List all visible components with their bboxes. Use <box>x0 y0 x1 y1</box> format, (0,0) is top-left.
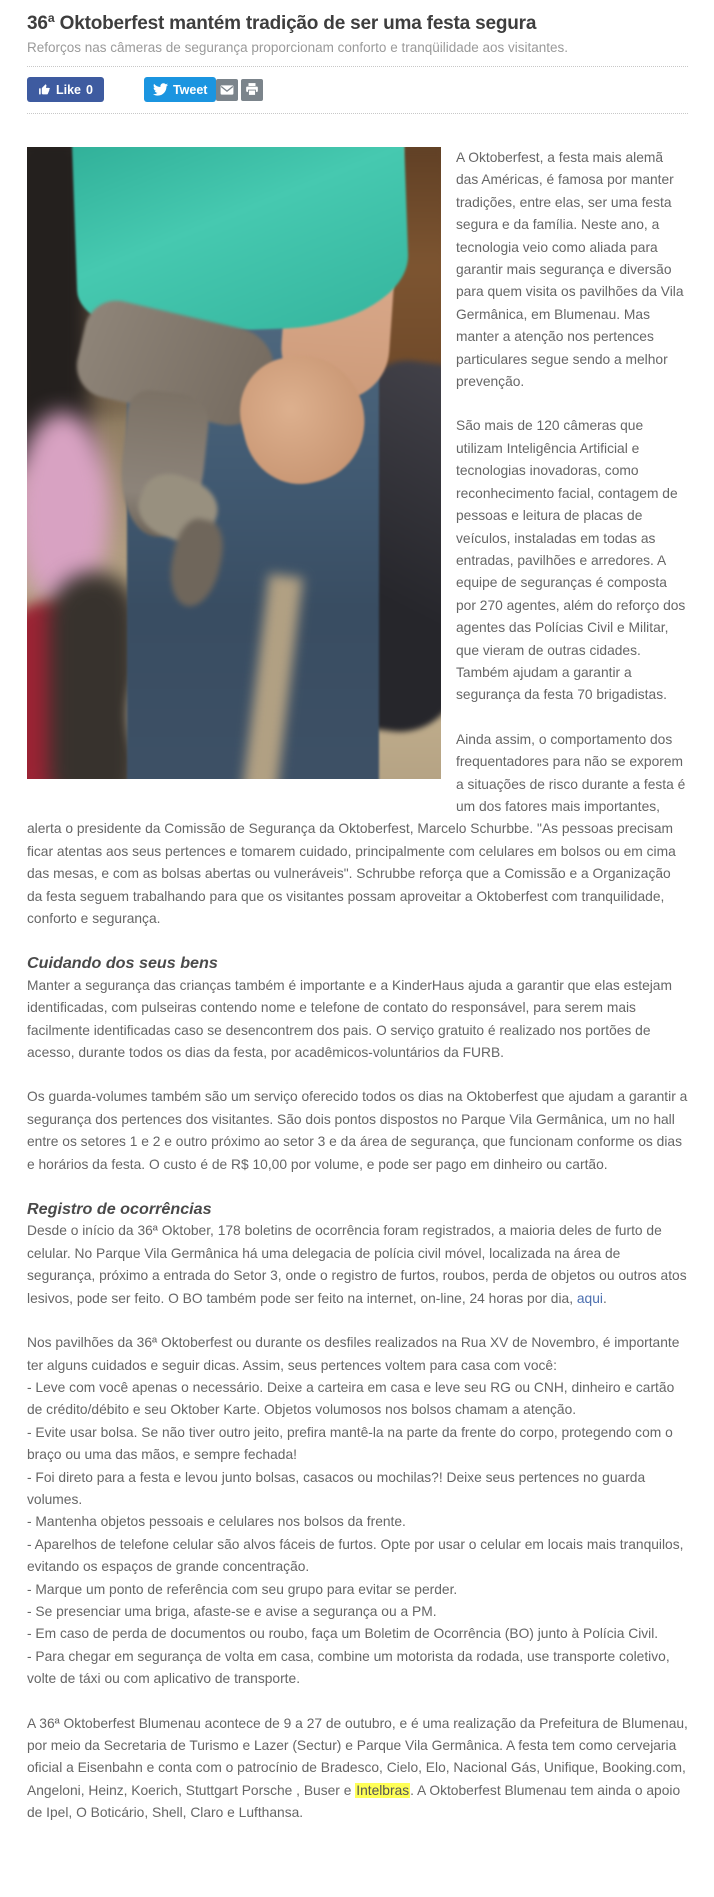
like-count: 0 <box>86 82 93 97</box>
paragraph: Ainda assim, o comportamento dos frequentadores para não se exporem a situações de risco durante a festa é um dos fatores mais importantes, alerta o presidente da Comissão de Segurança da Oktoberfest, Marcelo Schurbbe. "As pessoas precisam ficar atentas aos seus pertences e tomarem cuidado, principalmente com celulares em bolsos ou em cima das mesas, e com as bolsas abertas ou vulneráveis". Schrubbe reforça que a Comissão e a Organização da festa seguem trabalhando para que os visitantes possam aproveitar a Oktoberfest com tranquilidade, conforto e segurança. <box>27 731 686 926</box>
paragraph: Manter a segurança das crianças também é importante e a KinderHaus ajuda a garantir que elas estejam identificadas, com pulseiras contendo nome e telefone de contato do responsável, para serem mais facilmente identificadas caso se desencontrem dos pais. O serviço gratuito é realizado nos portões de acesso, durante todos os dias da festa, por acadêmicos-voluntários da FURB. <box>27 977 672 1061</box>
paragraph: A Oktoberfest, a festa mais alemã das Américas, é famosa por manter tradições, entre elas, ser uma festa segura e da família. Neste ano, a tecnologia veio como aliada para garantir mais segurança e diversão para quem visita os pavilhões da Vila Germânica, em Blumenau. Mas manter a atenção nos pertences particulares segue sendo a melhor prevenção. <box>456 150 684 390</box>
email-share-button[interactable] <box>216 79 238 101</box>
paragraph <box>27 1713 688 1825</box>
tip-line: - Se presenciar uma briga, afaste-se e avise a segurança ou a PM. <box>27 1603 437 1619</box>
paragraph <box>27 1220 688 1310</box>
social-share-bar <box>27 67 688 113</box>
tip-line: - Em caso de perda de documentos ou roubo, faça um Boletim de Ocorrência (BO) junto à Polícia Civil. <box>27 1626 659 1642</box>
paragraph-text: . A Oktoberfest Blumenau tem ainda o apoio de Ipel, O Boticário, Shell, Claro e Lufthansa. <box>27 1782 681 1821</box>
twitter-bird-icon <box>153 83 168 96</box>
tweet-button[interactable] <box>144 77 217 102</box>
tip-line: - Leve com você apenas o necessário. Deixe a carteira em casa e leve seu RG ou CNH, dinheiro e cartão de crédito/débito e seu Oktober Karte. Objetos volumosos nos bolsos chamam a atenção. <box>27 1379 675 1418</box>
section-title-ocorrencias: Registro de ocorrências <box>27 1200 212 1219</box>
page-subtitle: Reforços nas câmeras de segurança proporcionam conforto e tranqüilidade aos visitantes. <box>27 40 569 55</box>
tweet-label: Tweet <box>172 82 208 97</box>
paragraph: São mais de 120 câmeras que utilizam Inteligência Artificial e tecnologias inovadoras, como reconhecimento facial, contagem de pessoas e leitura de placas de veículos, instaladas em todas as entradas, pavilhões e arredores. A equipe de seguranças é composta por 270 agentes, além do reforço dos agentes das Polícias Civil e Militar, que vieram de outras cidades. Também ajudam a garantir a segurança da festa 70 brigadistas. <box>456 418 686 703</box>
article-body <box>27 147 688 1825</box>
tip-line: - Evite usar bolsa. Se não tiver outro jeito, prefira mantê-la na parte da frente do corpo, protegendo com o braço ou uma das mãos, e sempre fechada! <box>27 1424 673 1463</box>
section-title-bens: Cuidando dos seus bens <box>27 954 218 973</box>
divider <box>27 113 688 114</box>
envelope-icon <box>220 84 234 96</box>
like-label: Like <box>56 82 82 97</box>
photo-shape <box>49 572 139 779</box>
printer-icon <box>245 83 259 96</box>
facebook-like-button[interactable] <box>27 77 104 102</box>
sponsor-highlight: Intelbras <box>356 1782 410 1798</box>
tips-block <box>27 1332 688 1691</box>
tip-line: - Aparelhos de telefone celular são alvos fáceis de furtos. Opte por usar o celular em locais mais tranquilos, evitando os espaços de grande concentração. <box>27 1536 684 1575</box>
paragraph-text: . <box>602 1290 607 1306</box>
tip-line: - Foi direto para a festa e levou junto bolsas, casacos ou mochilas?! Deixe seus pertences no guarda volumes. <box>27 1469 646 1507</box>
paragraph-text: Desde o início da 36ª Oktober, 178 boletins de ocorrência foram registrados, a maioria deles de furto de celular. No Parque Vila Germânica há uma delegacia de polícia civil móvel, localizada na área de segurança, próximo a entrada do Setor 3, onde o registro de furtos, roubos, perda de objetos ou outros atos lesivos, pode ser feito. O BO também pode ser feito na internet, on-line, 24 horas por dia, <box>27 1223 687 1306</box>
thumbs-up-icon <box>38 83 51 96</box>
tip-line: - Mantenha objetos pessoais e celulares nos bolsos da frente. <box>27 1514 406 1530</box>
page-title: 36ª Oktoberfest mantém tradição de ser uma festa segura <box>27 13 537 34</box>
bo-online-link[interactable]: aqui <box>576 1290 603 1306</box>
tip-line: - Para chegar em segurança de volta em casa, combine um motorista da rodada, use transporte coletivo, volte de táxi ou com aplicativo de transporte. <box>27 1648 670 1687</box>
paragraph: Os guarda-volumes também são um serviço oferecido todos os dias na Oktoberfest que ajudam a garantir a segurança dos pertences dos visitantes. São dois pontos dispostos no Parque Vila Germânica, um no hall entre os setores 1 e 2 e outro próximo ao setor 3 e da área de segurança, que funcionam conforme os dias e horários da festa. O custo é de R$ 10,00 por volume, e pode ser pago em dinheiro ou cartão. <box>27 1089 688 1172</box>
tip-line: - Marque um ponto de referência com seu grupo para evitar se perder. <box>27 1581 458 1597</box>
print-button[interactable] <box>241 79 263 101</box>
paragraph-text: A 36ª Oktoberfest Blumenau acontece de 9 a 27 de outubro, e é uma realização da Prefeitura de Blumenau, por meio da Secretaria de Turismo e Lazer (Sectur) e Parque Vila Germânica. A festa tem como cervejaria oficial a Eisenbahn e conta com o patrocínio de Bradesco, Cielo, Elo, Nacional Gás, Unifique, Booking.com, Angeloni, Heinz, Koerich, Stuttgart Porsche , Buser e <box>27 1715 688 1798</box>
tips-intro: Nos pavilhões da 36ª Oktoberfest ou durante os desfiles realizados na Rua XV de Novembro, é importante ter alguns cuidados e seguir dicas. Assim, seus pertences voltem para casa com você: <box>27 1335 680 1373</box>
article-photo <box>27 147 441 779</box>
